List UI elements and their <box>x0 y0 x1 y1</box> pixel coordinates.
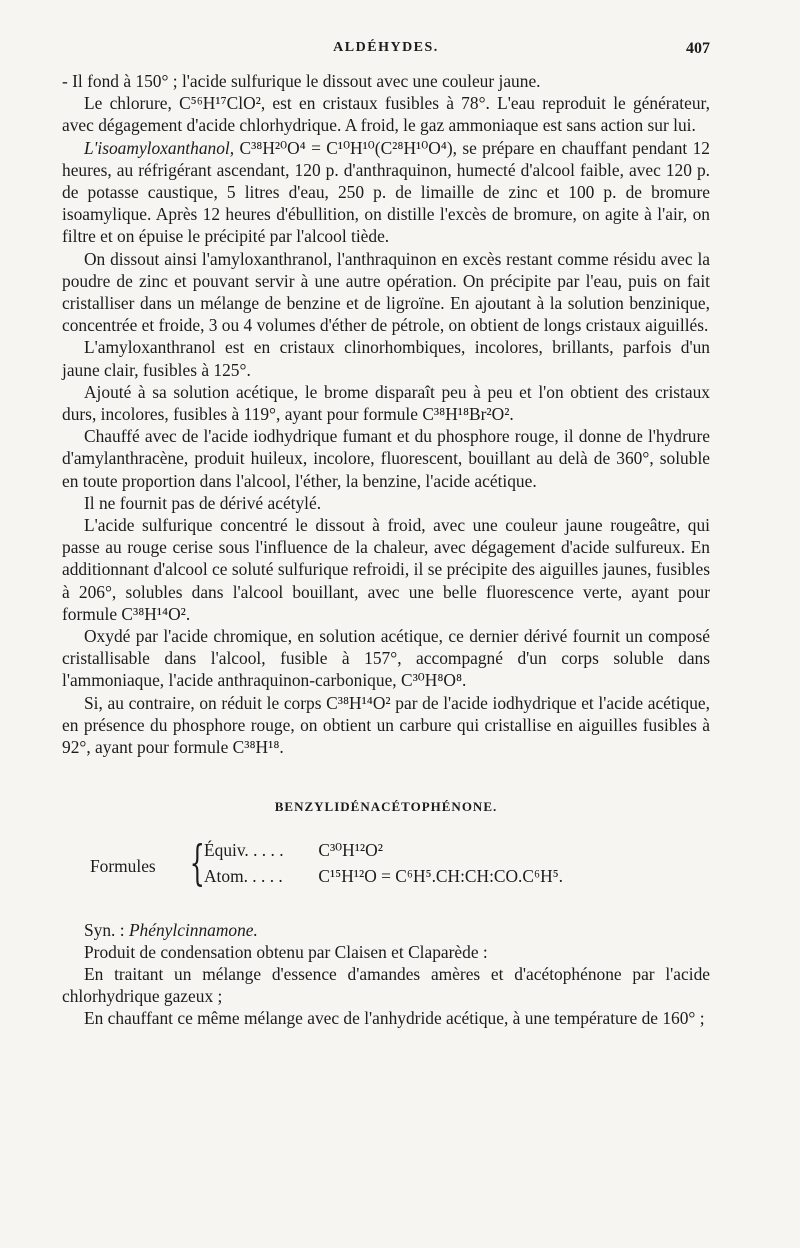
compound-name: L'isoamyloxanthanol, <box>84 137 235 158</box>
formula-value: C¹⁵H¹²O = C⁶H⁵.CH:CH:CO.C⁶H⁵. <box>318 865 564 886</box>
paragraph: Le chlorure, C⁵⁶H¹⁷ClO², est en cristaux fusibles à 78°. L'eau reproduit le générateur, avec dégagement d'acide chlorhydrique. A froid, le gaz ammoniaque est sans action sur lui. <box>62 93 710 136</box>
formulas-label: Formules <box>90 855 156 876</box>
paragraph: - Il fond à 150° ; l'acide sulfurique le dissout avec une couleur jaune. <box>62 71 541 91</box>
formula-kind: Atom. . . . . <box>204 865 283 886</box>
page-body <box>62 70 710 1030</box>
paragraph: Si, au contraire, on réduit le corps C³⁸H¹⁴O² par de l'acide iodhydrique et l'acide acétique, en présence du phosphore rouge, on obtient un carbure qui cristallise en aiguilles fusibles à 92°, ayant pour formule C³⁸H¹⁸. <box>62 692 710 758</box>
page-header <box>62 40 710 64</box>
formula-row <box>204 839 383 861</box>
paragraph: Oxydé par l'acide chromique, en solution acétique, ce dernier dérivé fournit un composé cristallisable dans l'alcool, fusible à 157°, accompagné d'un corps soluble dans l'ammoniaque, l'acide anthraquinon-carbonique, C³⁰H⁸O⁸. <box>62 626 710 691</box>
paragraph: Ajouté à sa solution acétique, le brome disparaît peu à peu et l'on obtient des cristaux durs, incolores, fusibles à 119°, ayant pour formule C³⁸H¹⁸Br²O². <box>62 381 710 425</box>
syn-label: Syn. : <box>84 919 129 940</box>
paragraph: En traitant un mélange d'essence d'amandes amères et d'acétophénone par l'acide chlorhydrique gazeux ; <box>62 963 710 1007</box>
paragraph <box>62 137 710 248</box>
running-title: ALDÉHYDES. <box>333 40 439 55</box>
paragraph: L'acide sulfurique concentré le dissout à froid, avec une couleur jaune rougeâtre, qui passe au rouge cerise sous l'influence de la chaleur, avec dégagement d'acide sulfureux. En additionnant d'alcool ce soluté sulfurique refroidi, il se précipite des aiguilles jaunes, fusibles à 206°, solubles dans l'alcool bouillant, avec une belle fluorescence verte, ayant pour formule C³⁸H¹⁴O². <box>62 515 710 624</box>
paragraph: Produit de condensation obtenu par Claisen et Claparède : <box>84 941 488 962</box>
syn-value: Phénylcinnamone. <box>128 919 258 940</box>
paragraph-text: C³⁸H²⁰O⁴ = C¹⁰H¹⁰(C²⁸H¹⁰O⁴), se prépare en chauffant pendant 12 heures, au réfrigérant ascendant, 120 p. d'anthraquinon, humecté d'alcool faible, avec 120 p. de potasse caustique, 5 litres d'eau, 250 p. de limaille de zinc et 100 p. de bromure isoamylique. Après 12 heures d'ébullition, on distille l'excès de bromure, on agite à l'air, on filtre et on épuise le précipité par l'alcool tiède. <box>62 137 710 247</box>
brace-glyph: { <box>189 834 205 891</box>
section-title: BENZYLIDÉNACÉTOPHÉNONE. <box>274 799 498 815</box>
page-number: 407 <box>686 40 710 57</box>
formula-kind: Équiv. . . . . <box>204 839 284 860</box>
paragraph: On dissout ainsi l'amyloxanthranol, l'anthraquinon en excès restant comme résidu avec la poudre de zinc et pouvant servir à une autre opération. On précipite par l'eau, puis on fait cristalliser dans un mélange de benzine et de ligroïne. En ajoutant à la solution benzinique, concentrée et froide, 3 ou 4 volumes d'éther de pétrole, on obtient de longs cristaux aiguillés. <box>62 248 710 336</box>
paragraph: En chauffant ce même mélange avec de l'anhydride acétique, à une température de 160° ; <box>84 1008 705 1029</box>
paragraph: Chauffé avec de l'acide iodhydrique fumant et du phosphore rouge, il donne de l'hydrure d'amylanthracène, produit huileux, incolore, fluorescent, bouillant au delà de 360°, soluble en toute proportion dans l'alcool, l'éther, la benzine, l'acide acétique. <box>62 426 710 491</box>
formula-value: C³⁰H¹²O² <box>318 839 383 860</box>
formula-block <box>90 834 710 897</box>
paragraph: L'amyloxanthranol est en cristaux clinorhombiques, incolores, brillants, parfois d'un jaune clair, fusibles à 125°. <box>62 337 710 380</box>
formula-row <box>204 865 563 887</box>
paragraph: Il ne fournit pas de dérivé acétylé. <box>84 492 322 513</box>
synonym-line <box>62 919 710 941</box>
